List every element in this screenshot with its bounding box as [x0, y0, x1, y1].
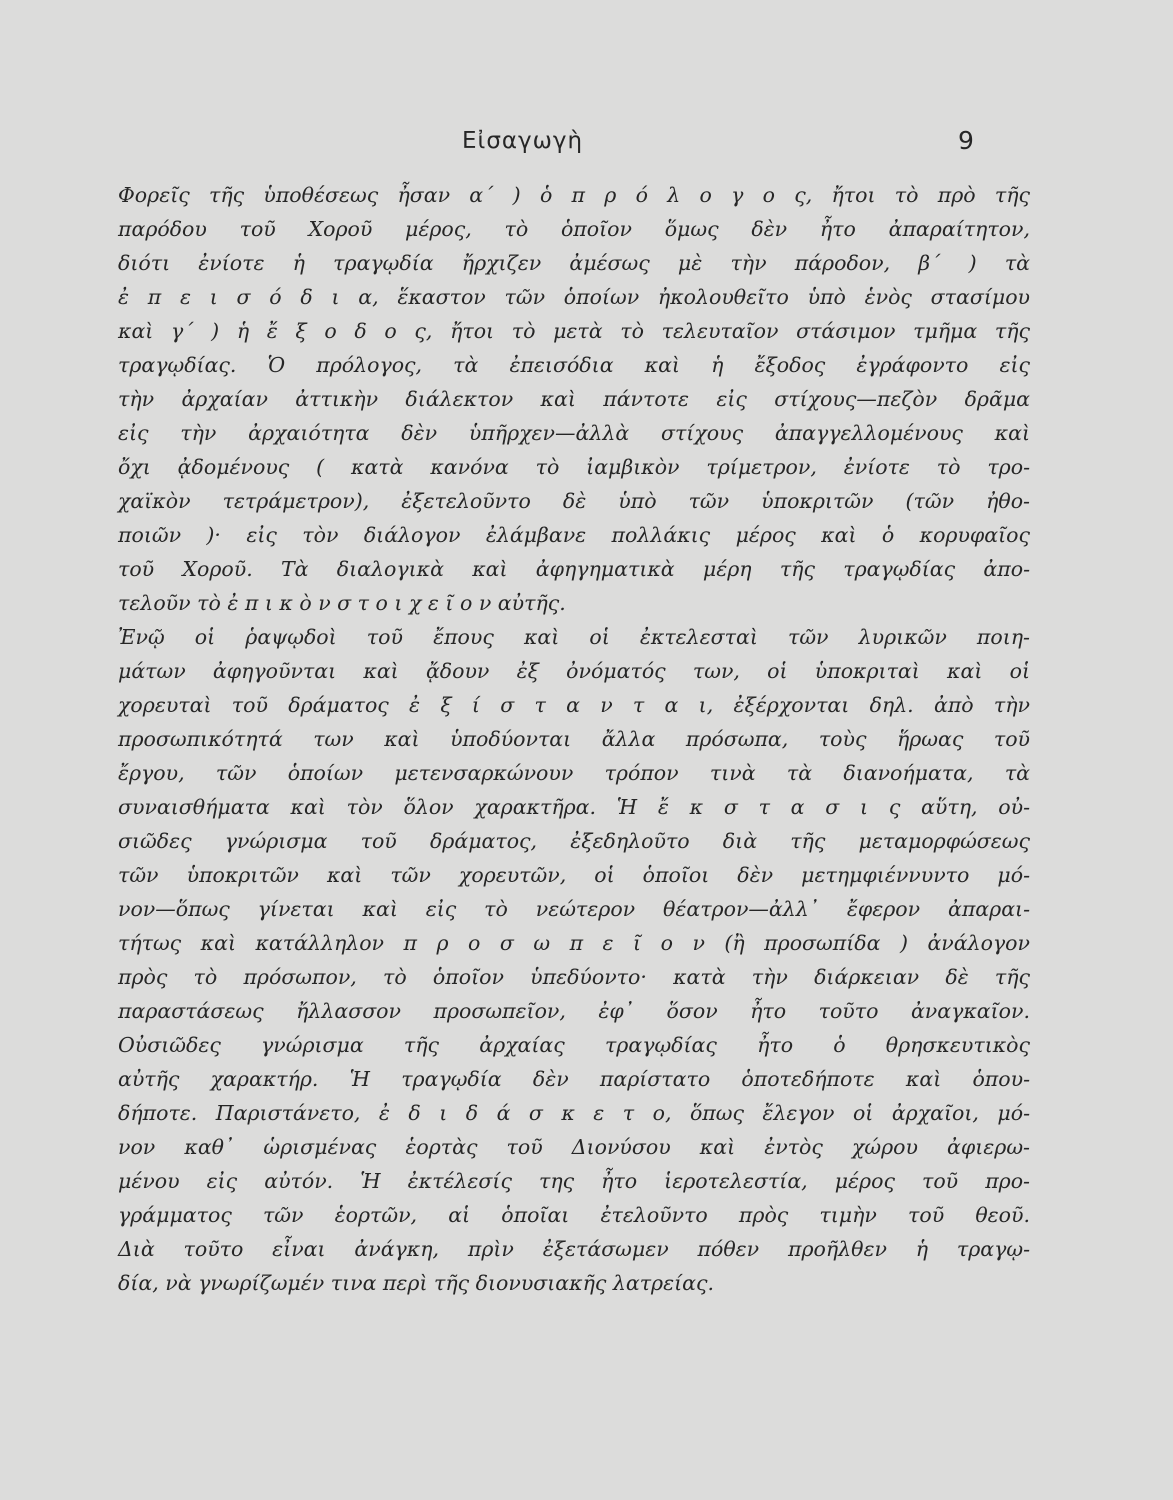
- text-line: μάτων ἀφηγοῦνται καὶ ᾄδουν ἐξ ὀνόματός των, οἱ ὑποκριταὶ καὶ οἱ: [118, 659, 1030, 683]
- text-line: εἰς τὴν ἀρχαιότητα δὲν ὑπῆρχεν—ἀλλὰ στίχους ἀπαγγελλομένους καὶ: [118, 421, 1030, 445]
- text-line: γράμματος τῶν ἑορτῶν, αἱ ὁποῖαι ἐτελοῦντο πρὸς τιμὴν τοῦ θεοῦ.: [118, 1203, 1030, 1227]
- text-line: ὄχι ᾀδομένους ( κατὰ κανόνα τὸ ἰαμβικὸν τρίμετρον, ἐνίοτε τὸ τρο-: [118, 455, 1030, 479]
- text-line: καὶ γ΄ ) ἡ ἔ ξ ο δ ο ς, ἤτοι τὸ μετὰ τὸ τελευταῖον στάσιμον τμῆμα τῆς: [118, 319, 1030, 343]
- text-line: προσωπικότητά των καὶ ὑποδύονται ἄλλα πρόσωπα, τοὺς ἥρωας τοῦ: [118, 727, 1030, 751]
- text-line: Ἐνῷ οἱ ῥαψῳδοὶ τοῦ ἔπους καὶ οἱ ἐκτελεσταὶ τῶν λυρικῶν ποιη-: [118, 625, 1030, 649]
- text-line: χορευταὶ τοῦ δράματος ἐ ξ ί σ τ α ν τ α ι, ἐξέρχονται δηλ. ἀπὸ τὴν: [118, 693, 1030, 717]
- text-line: δία, νὰ γνωρίζωμέν τινα περὶ τῆς διονυσιακῆς λατρείας.: [118, 1271, 714, 1295]
- text-line: Οὐσιῶδες γνώρισμα τῆς ἀρχαίας τραγῳδίας ἦτο ὁ θρησκευτικὸς: [118, 1033, 1030, 1057]
- page-number: 9: [958, 126, 974, 155]
- text-line: αὐτῆς χαρακτήρ. Ἡ τραγῳδία δὲν παρίστατο ὁποτεδήποτε καὶ ὁπου-: [118, 1067, 1030, 1091]
- text-line: συναισθήματα καὶ τὸν ὅλον χαρακτῆρα. Ἡ ἔ κ σ τ α σ ι ς αὕτη, οὐ-: [118, 795, 1030, 819]
- text-line: παραστάσεως ἤλλασσον προσωπεῖον, ἐφ᾿ ὅσον ἦτο τοῦτο ἀναγκαῖον.: [118, 999, 1030, 1023]
- text-line: πρὸς τὸ πρόσωπον, τὸ ὁποῖον ὑπεδύοντο· κατὰ τὴν διάρκειαν δὲ τῆς: [118, 965, 1030, 989]
- text-line: τὴν ἀρχαίαν ἀττικὴν διάλεκτον καὶ πάντοτε εἰς στίχους—πεζὸν δρᾶμα: [118, 387, 1030, 411]
- text-line: Φορεῖς τῆς ὑποθέσεως ἦσαν α΄ ) ὁ π ρ ό λ ο γ ο ς, ἤτοι τὸ πρὸ τῆς: [118, 183, 1030, 207]
- text-line: τῶν ὑποκριτῶν καὶ τῶν χορευτῶν, οἱ ὁποῖοι δὲν μετημφιέννυντο μό-: [118, 863, 1030, 887]
- text-line: τοῦ Χοροῦ. Τὰ διαλογικὰ καὶ ἀφηγηματικὰ μέρη τῆς τραγῳδίας ἀπο-: [118, 557, 1030, 581]
- text-line: ἐ π ε ι σ ό δ ι α, ἕκαστον τῶν ὁποίων ἠκολουθεῖτο ὑπὸ ἑνὸς στασίμου: [118, 285, 1030, 309]
- text-line: ποιῶν )· εἰς τὸν διάλογον ἐλάμβανε πολλάκις μέρος καὶ ὁ κορυφαῖος: [118, 523, 1030, 547]
- text-line: χαϊκὸν τετράμετρον), ἐξετελοῦντο δὲ ὑπὸ τῶν ὑποκριτῶν (τῶν ἠθο-: [118, 489, 1030, 513]
- text-line: διότι ἐνίοτε ἡ τραγῳδία ἤρχιζεν ἀμέσως μὲ τὴν πάροδον, β΄ ) τὰ: [118, 251, 1030, 275]
- text-line: τελοῦν τὸ ἐ π ι κ ὸ ν σ τ ο ι χ ε ῖ ο ν αὐτῆς.: [118, 591, 566, 615]
- text-line: τήτως καὶ κατάλληλον π ρ ο σ ω π ε ῖ ο ν (ἢ προσωπίδα ) ἀνάλογον: [118, 931, 1030, 955]
- text-line: νον—ὅπως γίνεται καὶ εἰς τὸ νεώτερον θέατρον—ἀλλ᾿ ἔφερον ἀπαραι-: [118, 897, 1030, 921]
- text-line: Διὰ τοῦτο εἶναι ἀνάγκη, πρὶν ἐξετάσωμεν πόθεν προῆλθεν ἡ τραγῳ-: [118, 1237, 1030, 1261]
- running-head: [0, 126, 1173, 166]
- text-line: δήποτε. Παριστάνετο, ἐ δ ι δ ά σ κ ε τ ο, ὅπως ἔλεγον οἱ ἀρχαῖοι, μό-: [118, 1101, 1030, 1125]
- text-line: τραγῳδίας. Ὁ πρόλογος, τὰ ἐπεισόδια καὶ ἡ ἔξοδος ἐγράφοντο εἰς: [118, 353, 1030, 377]
- chapter-title: Εἰσαγωγὴ: [462, 128, 584, 154]
- text-line: μένου εἰς αὐτόν. Ἡ ἐκτέλεσίς της ἦτο ἱεροτελεστία, μέρος τοῦ προ-: [118, 1169, 1030, 1193]
- text-line: νον καθ᾿ ὡρισμένας ἑορτὰς τοῦ Διονύσου καὶ ἐντὸς χώρου ἀφιερω-: [118, 1135, 1030, 1159]
- text-line: σιῶδες γνώρισμα τοῦ δράματος, ἐξεδηλοῦτο διὰ τῆς μεταμορφώσεως: [118, 829, 1030, 853]
- text-line: ἔργου, τῶν ὁποίων μετενσαρκώνουν τρόπον τινὰ τὰ διανοήματα, τὰ: [118, 761, 1030, 785]
- text-line: παρόδου τοῦ Χοροῦ μέρος, τὸ ὁποῖον ὅμως δὲν ἦτο ἀπαραίτητον,: [118, 217, 1030, 241]
